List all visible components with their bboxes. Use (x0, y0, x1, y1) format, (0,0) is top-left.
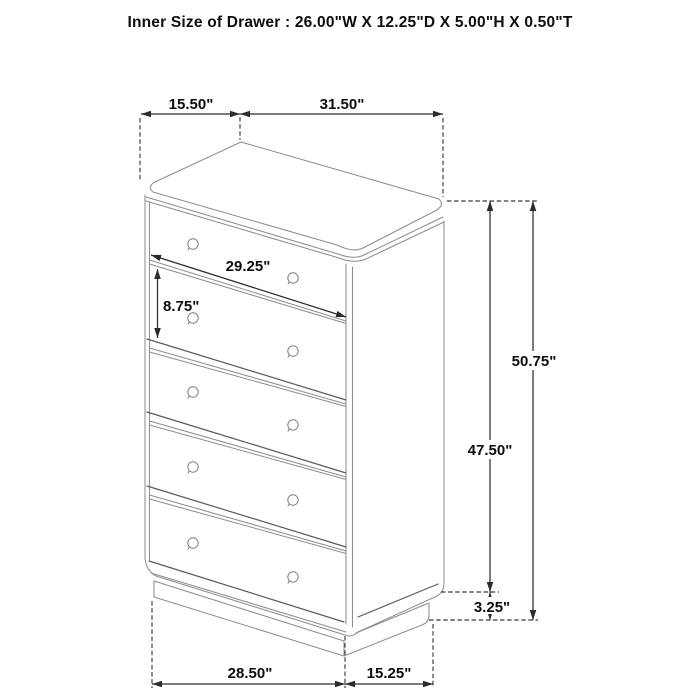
chest-body (145, 195, 444, 636)
dimension-annotations (140, 96, 563, 688)
body-bottom-rail-front (151, 573, 346, 632)
top-width-label: 31.50" (319, 96, 365, 113)
drawer-5-knob-left (188, 538, 198, 550)
drawer-3-knob-right (288, 420, 298, 432)
divider-2-shadow (147, 339, 346, 400)
body-outline (145, 195, 444, 636)
divider-4-shadow (147, 486, 346, 547)
divider-2-bevel-a (150, 348, 347, 404)
divider-3-bevel-a (150, 421, 347, 477)
drawer-width-label: 29.25" (225, 258, 271, 275)
drawer-4-knob-left (188, 462, 198, 474)
body-height-label: 47.50" (467, 442, 513, 459)
drawer-1-knob-left (188, 239, 198, 251)
base-side-face (344, 603, 429, 656)
drawer-dimension-group (151, 255, 346, 338)
top-surface (150, 142, 441, 250)
drawer-4-knob-right (288, 495, 298, 507)
divider-4-bevel-a (150, 495, 347, 551)
body-bottom-shadow-front (149, 561, 344, 622)
divider-4-bevel-b (150, 499, 347, 554)
top-dimension-group (140, 96, 443, 197)
base-depth-label: 15.25" (366, 665, 412, 682)
drawer-knobs (188, 239, 298, 584)
drawer-3-knob-left (188, 387, 198, 399)
base-width-label: 28.50" (227, 665, 273, 682)
chest-drawing (145, 142, 444, 656)
bottom-dimension-group (152, 601, 433, 688)
base-height-label: 3.25" (473, 599, 511, 616)
drawer-2-knob-right (288, 346, 298, 358)
drawer-1-knob-right (288, 273, 298, 285)
overall-height-label: 50.75" (511, 353, 557, 370)
drawer-5-knob-right (288, 572, 298, 584)
page-title: Inner Size of Drawer : 26.00"W X 12.25"D X 5.00"H X 0.50"T (127, 14, 573, 31)
height-dimension-group (429, 201, 563, 620)
drawer-height-label: 8.75" (163, 298, 200, 315)
top-depth-label: 15.50" (168, 96, 214, 113)
divider-3-bevel-b (150, 425, 347, 480)
divider-2-bevel-b (150, 352, 347, 407)
divider-3-shadow (147, 412, 346, 473)
